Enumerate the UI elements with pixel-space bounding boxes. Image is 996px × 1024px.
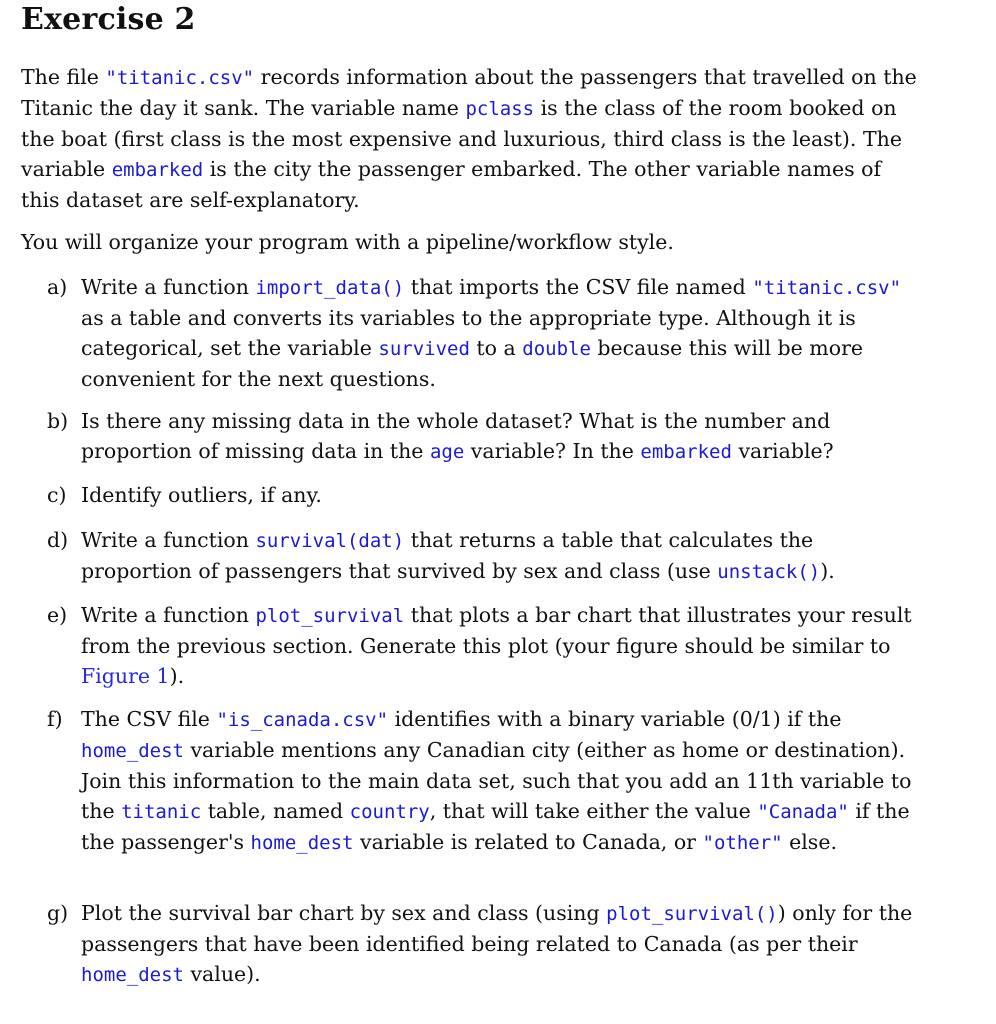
code-embarked: embarked: [111, 159, 204, 181]
question-b-text-1: Is there any missing data in the whole dataset? What is the number and proportion of missing data in the: [81, 409, 831, 463]
question-e-text-3: ).: [169, 664, 185, 688]
code-is-canada-csv: "is_canada.csv": [216, 709, 389, 731]
question-g-text-2: ) only for the passengers that have been identified being related to Canada (as per their: [81, 901, 913, 956]
question-g-label: g): [47, 901, 69, 925]
question-e: [47, 600, 927, 691]
question-b-text: [81, 406, 927, 467]
question-d-text-1: Write a function: [81, 528, 256, 552]
question-d-text-3: ).: [820, 559, 835, 583]
code-plot-survival-call: plot_survival(): [606, 903, 778, 925]
code-survival-dat: survival(dat): [255, 530, 405, 552]
figure-1-link[interactable]: Figure 1: [81, 664, 170, 688]
intro-text-3: is the class of the room booked on the boat (first class is the most expensive and luxurious, third class is the least). The variable: [21, 96, 902, 181]
exercise-title: Exercise 2: [21, 2, 196, 37]
question-d: [47, 525, 927, 587]
question-e-text-2: that plots a bar chart that illustrates your result from the previous section. Generate this plot (your figure should be similar to: [81, 603, 912, 658]
code-country: country: [349, 801, 430, 823]
intro-text-2: records information about the passengers that travelled on the Titanic the day it sank. The variable name: [21, 65, 917, 120]
intro-text-1: The file: [21, 65, 106, 89]
code-age: age: [429, 441, 465, 463]
code-pclass: pclass: [465, 98, 535, 120]
code-titanic-csv-2: "titanic.csv": [752, 277, 902, 299]
code-home-dest-2: home_dest: [250, 832, 354, 854]
code-titanic-csv: "titanic.csv": [105, 67, 255, 89]
code-canada: "Canada": [757, 801, 849, 823]
question-e-text: [81, 600, 927, 691]
question-c: [47, 480, 927, 510]
question-g-text: [81, 898, 927, 990]
question-d-text-2: that returns a table that calculates the proportion of passengers that survived by sex and class (use: [81, 528, 814, 583]
code-embarked-2: embarked: [640, 441, 732, 463]
question-f-text-4: table, named: [201, 799, 350, 823]
code-home-dest-3: home_dest: [81, 964, 184, 986]
question-e-text-1: Write a function: [81, 603, 256, 627]
question-f: [47, 704, 927, 858]
code-unstack: unstack(): [717, 561, 821, 583]
code-import-data: import_data(): [255, 277, 405, 299]
question-a-text: [81, 272, 927, 394]
question-a-text-1: Write a function: [81, 275, 256, 299]
question-b-text-2: variable? In the: [464, 439, 641, 463]
question-e-label: e): [47, 603, 68, 627]
question-c-label: c): [47, 483, 67, 507]
question-f-text-6: if the the passenger's: [81, 799, 910, 854]
question-a-text-2: that imports the CSV file named: [404, 275, 753, 299]
code-home-dest: home_dest: [81, 740, 184, 762]
question-g-text-3: value).: [183, 962, 261, 986]
question-a-text-3: as a table and converts its variables to the appropriate type. Although it is categorical, set the variable: [81, 306, 856, 360]
question-f-text-2: identifies with a binary variable (0/1) if the: [388, 707, 842, 731]
question-d-text: [81, 525, 927, 587]
question-a-label: a): [47, 275, 68, 299]
question-a-text-5: because this will be more convenient for the next questions.: [81, 336, 864, 391]
question-a-text-4: to a: [469, 336, 523, 360]
question-b-label: b): [47, 409, 69, 433]
question-g: [47, 898, 927, 990]
code-plot-survival: plot_survival: [255, 605, 405, 627]
question-g-text-1: Plot the survival bar chart by sex and class (using: [81, 901, 607, 925]
pipeline-paragraph: You will organize your program with a pipeline/workflow style.: [21, 230, 674, 254]
question-f-label: f): [47, 707, 63, 731]
question-c-text: Identify outliers, if any.: [81, 483, 322, 507]
question-d-label: d): [47, 528, 69, 552]
question-f-text-5: , that will take either the value: [429, 799, 758, 823]
question-f-text-1: The CSV file: [81, 707, 217, 731]
question-f-text-3: variable mentions any Canadian city (either as home or destination). Join this information to the main data set, such that you add an 11th variable to the: [81, 738, 912, 823]
question-f-text-8: else.: [782, 830, 837, 854]
code-other: "other": [702, 832, 783, 854]
question-f-text: [81, 704, 927, 858]
question-b-text-3: variable?: [731, 439, 834, 463]
intro-text-4: is the city the passenger embarked. The other variable names of this dataset are self-explanatory.: [21, 157, 882, 212]
intro-paragraph: [21, 62, 921, 215]
code-titanic: titanic: [121, 801, 202, 823]
question-b: [47, 406, 927, 467]
question-a: [47, 272, 927, 394]
question-f-text-7: variable is related to Canada, or: [353, 830, 703, 854]
code-survived: survived: [378, 338, 470, 360]
code-double: double: [522, 338, 591, 360]
